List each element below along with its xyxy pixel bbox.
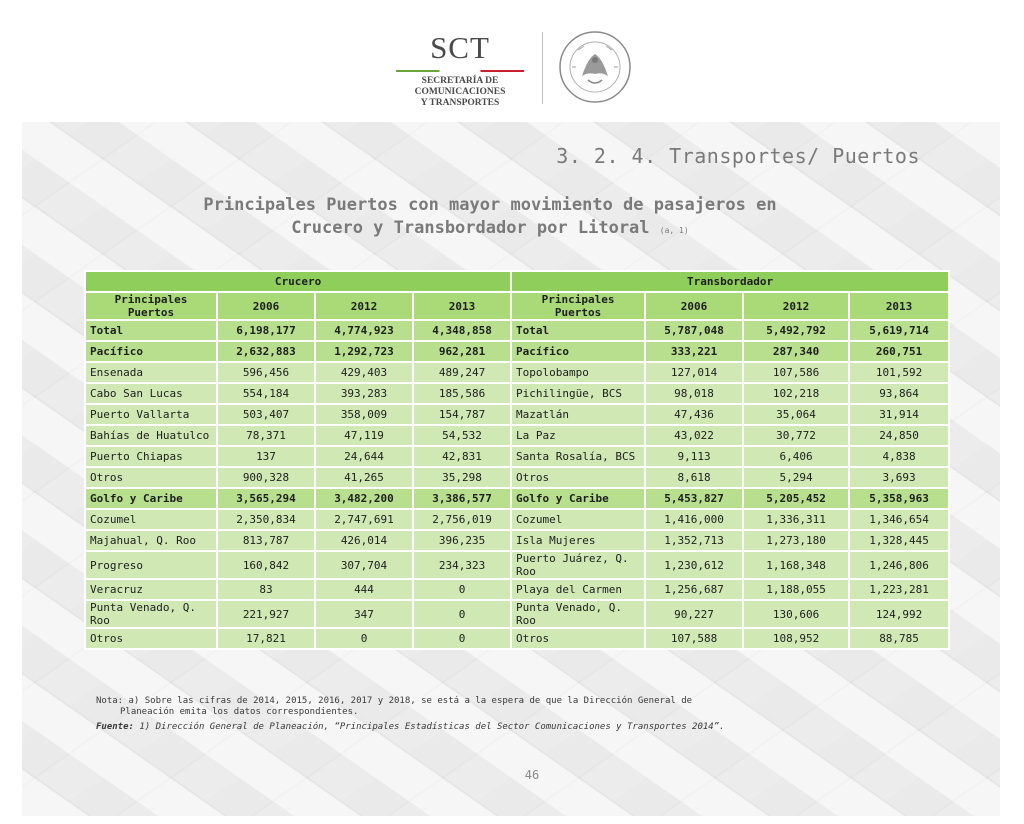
col-crucero-2013: 2013 — [413, 292, 511, 320]
cell-c-2013: 396,235 — [413, 530, 511, 551]
cell-c-2012: 4,774,923 — [315, 320, 413, 341]
col-crucero-port: Principales Puertos — [85, 292, 217, 320]
cell-t-port: Otros — [511, 628, 645, 649]
table-row — [85, 341, 949, 362]
cell-c-2012: 2,747,691 — [315, 509, 413, 530]
cell-c-port: Punta Venado, Q. Roo — [85, 600, 217, 628]
cell-t-2012: 107,586 — [743, 362, 849, 383]
cell-t-port: La Paz — [511, 425, 645, 446]
cell-c-2013: 42,831 — [413, 446, 511, 467]
cell-c-2006: 2,632,883 — [217, 341, 315, 362]
cell-t-port: Total — [511, 320, 645, 341]
table-row — [85, 404, 949, 425]
cell-c-port: Total — [85, 320, 217, 341]
cell-c-2012: 444 — [315, 579, 413, 600]
cell-c-2013: 2,756,019 — [413, 509, 511, 530]
cell-c-2006: 6,198,177 — [217, 320, 315, 341]
group-header-row — [85, 271, 949, 292]
cell-c-port: Progreso — [85, 551, 217, 579]
source-label: Fuente: — [96, 722, 134, 732]
cell-t-2013: 124,992 — [849, 600, 949, 628]
source-citation — [96, 722, 856, 732]
cell-t-2012: 30,772 — [743, 425, 849, 446]
cell-t-2006: 107,588 — [645, 628, 743, 649]
cell-c-2012: 24,644 — [315, 446, 413, 467]
cell-t-2006: 98,018 — [645, 383, 743, 404]
col-transbordador-2006: 2006 — [645, 292, 743, 320]
cell-c-2012: 41,265 — [315, 467, 413, 488]
cell-t-2006: 333,221 — [645, 341, 743, 362]
cell-c-2012: 47,119 — [315, 425, 413, 446]
col-transbordador-port: Principales Puertos — [511, 292, 645, 320]
table-row — [85, 551, 949, 579]
cell-c-2012: 347 — [315, 600, 413, 628]
cell-t-2012: 1,188,055 — [743, 579, 849, 600]
cell-c-2012: 426,014 — [315, 530, 413, 551]
cell-t-2006: 8,618 — [645, 467, 743, 488]
cell-t-2013: 4,838 — [849, 446, 949, 467]
cell-t-2013: 1,328,445 — [849, 530, 949, 551]
cell-t-2013: 1,223,281 — [849, 579, 949, 600]
logo-sub-line-2: COMUNICACIONES — [414, 87, 506, 97]
cell-t-2012: 5,492,792 — [743, 320, 849, 341]
cell-t-2012: 130,606 — [743, 600, 849, 628]
cell-c-2006: 596,456 — [217, 362, 315, 383]
cell-t-2013: 260,751 — [849, 341, 949, 362]
cell-t-port: Otros — [511, 467, 645, 488]
document-title — [110, 194, 870, 242]
cell-c-2012: 1,292,723 — [315, 341, 413, 362]
cell-c-2006: 137 — [217, 446, 315, 467]
col-crucero-2012: 2012 — [315, 292, 413, 320]
column-header-row — [85, 292, 949, 320]
cell-t-2006: 1,256,687 — [645, 579, 743, 600]
cell-c-port: Bahías de Huatulco — [85, 425, 217, 446]
cell-t-2012: 1,168,348 — [743, 551, 849, 579]
cell-c-2012: 3,482,200 — [315, 488, 413, 509]
table-row — [85, 530, 949, 551]
cell-t-2006: 43,022 — [645, 425, 743, 446]
table-row — [85, 446, 949, 467]
cell-c-2006: 78,371 — [217, 425, 315, 446]
cell-t-port: Pichilingüe, BCS — [511, 383, 645, 404]
cell-c-2012: 393,283 — [315, 383, 413, 404]
table-row — [85, 467, 949, 488]
section-title: 3. 2. 4. Transportes/ Puertos — [556, 144, 920, 168]
table-body — [85, 320, 949, 649]
cell-t-port: Topolobampo — [511, 362, 645, 383]
table-row — [85, 488, 949, 509]
page-number: 46 — [524, 768, 540, 782]
cell-c-port: Majahual, Q. Roo — [85, 530, 217, 551]
cell-c-2013: 489,247 — [413, 362, 511, 383]
cell-c-port: Pacífico — [85, 341, 217, 362]
note-line-1: Nota: a) Sobre las cifras de 2014, 2015, 2016, 2017 y 2018, se está a la espera de que la Dirección General de — [96, 696, 693, 706]
col-transbordador-2012: 2012 — [743, 292, 849, 320]
cell-t-port: Punta Venado, Q. Roo — [511, 600, 645, 628]
cell-c-port: Golfo y Caribe — [85, 488, 217, 509]
cell-c-2006: 554,184 — [217, 383, 315, 404]
cell-c-port: Otros — [85, 467, 217, 488]
cell-t-2013: 3,693 — [849, 467, 949, 488]
cell-c-port: Otros — [85, 628, 217, 649]
sct-logo — [392, 28, 652, 110]
cell-t-port: Playa del Carmen — [511, 579, 645, 600]
cell-t-2006: 90,227 — [645, 600, 743, 628]
table-row — [85, 320, 949, 341]
logo-sub-line-3: Y TRANSPORTES — [420, 98, 500, 108]
cell-t-2013: 5,358,963 — [849, 488, 949, 509]
note-line-2: Planeación emita los datos correspondientes. — [120, 707, 359, 717]
logo-sub-line-1: SECRETARÍA DE — [421, 76, 499, 86]
cell-t-port: Golfo y Caribe — [511, 488, 645, 509]
cell-t-2012: 35,064 — [743, 404, 849, 425]
cell-c-2013: 0 — [413, 628, 511, 649]
cell-t-2012: 287,340 — [743, 341, 849, 362]
cell-t-2012: 5,294 — [743, 467, 849, 488]
logo-separator — [542, 32, 543, 104]
title-footnote-ref: (a, 1) — [659, 226, 689, 235]
cell-c-2012: 429,403 — [315, 362, 413, 383]
cell-c-2013: 185,586 — [413, 383, 511, 404]
cell-c-2013: 4,348,858 — [413, 320, 511, 341]
cell-t-2006: 47,436 — [645, 404, 743, 425]
cell-t-2013: 101,592 — [849, 362, 949, 383]
cell-t-2012: 5,205,452 — [743, 488, 849, 509]
table-row — [85, 509, 949, 530]
cell-t-2012: 1,336,311 — [743, 509, 849, 530]
cell-t-port: Mazatlán — [511, 404, 645, 425]
cell-c-2013: 0 — [413, 600, 511, 628]
cell-c-2006: 83 — [217, 579, 315, 600]
cell-c-2013: 0 — [413, 579, 511, 600]
cell-t-2012: 6,406 — [743, 446, 849, 467]
cell-t-2013: 1,346,654 — [849, 509, 949, 530]
ports-passenger-table — [84, 270, 950, 650]
cell-c-2012: 307,704 — [315, 551, 413, 579]
cell-c-2013: 154,787 — [413, 404, 511, 425]
table-row — [85, 600, 949, 628]
cell-c-port: Cozumel — [85, 509, 217, 530]
cell-t-2006: 1,230,612 — [645, 551, 743, 579]
col-crucero-2006: 2006 — [217, 292, 315, 320]
mexican-seal-icon — [558, 30, 632, 104]
cell-c-port: Ensenada — [85, 362, 217, 383]
cell-c-2013: 234,323 — [413, 551, 511, 579]
cell-t-2013: 24,850 — [849, 425, 949, 446]
cell-c-2006: 2,350,834 — [217, 509, 315, 530]
cell-c-port: Puerto Vallarta — [85, 404, 217, 425]
cell-t-2013: 31,914 — [849, 404, 949, 425]
cell-c-2006: 17,821 — [217, 628, 315, 649]
cell-c-2006: 900,328 — [217, 467, 315, 488]
cell-t-2012: 108,952 — [743, 628, 849, 649]
cell-c-port: Veracruz — [85, 579, 217, 600]
cell-t-2013: 1,246,806 — [849, 551, 949, 579]
cell-c-2006: 503,407 — [217, 404, 315, 425]
table-row — [85, 579, 949, 600]
title-line-2-text: Crucero y Transbordador por Litoral — [291, 218, 650, 238]
cell-t-port: Pacífico — [511, 341, 645, 362]
cell-c-2013: 35,298 — [413, 467, 511, 488]
header-band — [22, 8, 1000, 122]
cell-c-2012: 358,009 — [315, 404, 413, 425]
table-note — [96, 696, 796, 718]
logo-name: SCT — [430, 30, 490, 65]
table-row — [85, 383, 949, 404]
group-crucero: Crucero — [85, 271, 511, 292]
title-line-1: Principales Puertos con mayor movimiento de pasajeros en — [203, 195, 777, 215]
cell-c-2006: 160,842 — [217, 551, 315, 579]
cell-t-2013: 93,864 — [849, 383, 949, 404]
cell-t-port: Santa Rosalía, BCS — [511, 446, 645, 467]
cell-t-port: Puerto Juárez, Q. Roo — [511, 551, 645, 579]
table-row — [85, 425, 949, 446]
title-line-2 — [110, 217, 870, 242]
cell-t-2006: 5,453,827 — [645, 488, 743, 509]
source-text: 1) Dirección General de Planeación, “Principales Estadísticas del Sector Comunicaciones y Transportes 2014”. — [133, 722, 725, 732]
cell-t-port: Cozumel — [511, 509, 645, 530]
cell-c-2012: 0 — [315, 628, 413, 649]
cell-c-2006: 3,565,294 — [217, 488, 315, 509]
cell-t-2012: 102,218 — [743, 383, 849, 404]
cell-t-2006: 9,113 — [645, 446, 743, 467]
cell-c-port: Cabo San Lucas — [85, 383, 217, 404]
cell-c-port: Puerto Chiapas — [85, 446, 217, 467]
cell-t-2013: 5,619,714 — [849, 320, 949, 341]
cell-t-2012: 1,273,180 — [743, 530, 849, 551]
cell-c-2013: 962,281 — [413, 341, 511, 362]
cell-c-2013: 54,532 — [413, 425, 511, 446]
cell-c-2006: 221,927 — [217, 600, 315, 628]
table-row — [85, 628, 949, 649]
logo-subtitle — [392, 76, 528, 109]
cell-t-2006: 5,787,048 — [645, 320, 743, 341]
cell-c-2006: 813,787 — [217, 530, 315, 551]
cell-c-2013: 3,386,577 — [413, 488, 511, 509]
cell-t-port: Isla Mujeres — [511, 530, 645, 551]
logo-tricolor-line — [396, 70, 524, 72]
cell-t-2006: 1,416,000 — [645, 509, 743, 530]
col-transbordador-2013: 2013 — [849, 292, 949, 320]
cell-t-2006: 1,352,713 — [645, 530, 743, 551]
group-transbordador: Transbordador — [511, 271, 949, 292]
table-row — [85, 362, 949, 383]
slide — [22, 8, 1000, 816]
cell-t-2006: 127,014 — [645, 362, 743, 383]
cell-t-2013: 88,785 — [849, 628, 949, 649]
